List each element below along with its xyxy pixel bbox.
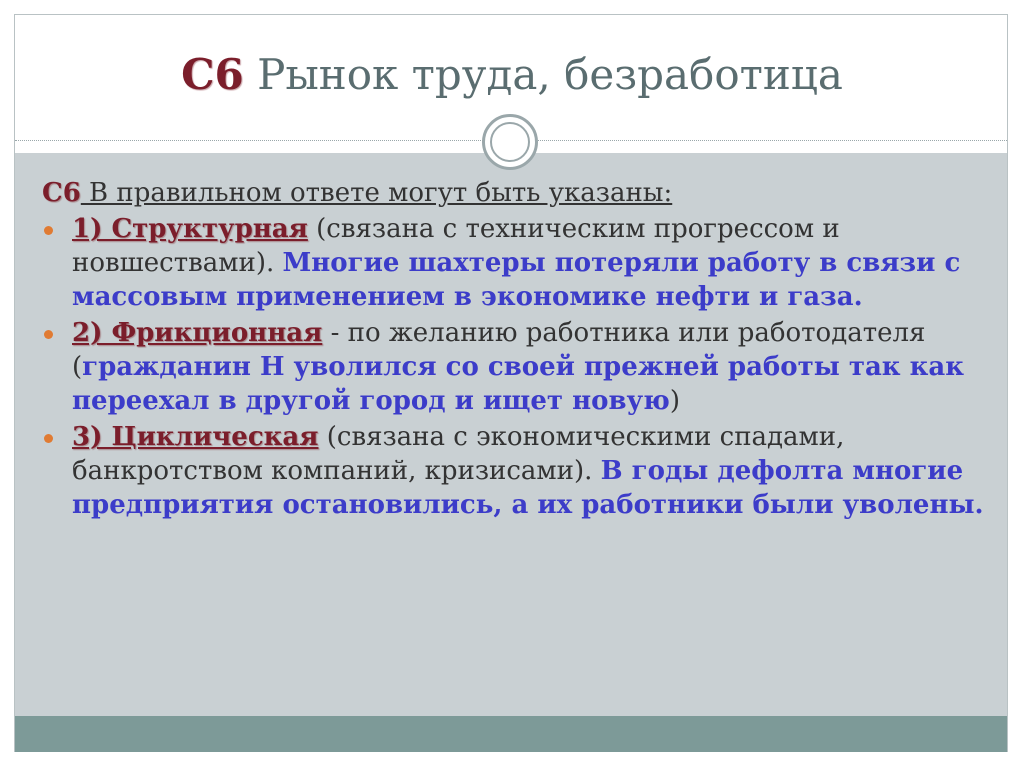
dot-bullet-icon [44, 226, 53, 235]
footer-bar [15, 716, 1007, 752]
list-item [42, 420, 992, 522]
type-description: (связана с экономическими спадами, банкротством компаний, кризисами). [72, 422, 845, 486]
dot-bullet-icon [44, 434, 53, 443]
intro-text: В правильном ответе могут быть указаны: [80, 178, 673, 208]
intro-code: С6 [42, 178, 81, 208]
unemployment-types-list [42, 212, 992, 522]
type-example: гражданин Н уволился со своей прежней работы так как переехал в другой город и ищет новую [72, 352, 965, 416]
type-description: (связана с техническим прогрессом и новшествами). [72, 214, 840, 278]
title-code: С6 [181, 50, 244, 99]
type-description: - по желанию работника или работодателя ( [72, 318, 926, 382]
intro-line [42, 176, 992, 210]
slide-title [0, 50, 1024, 99]
list-item [42, 316, 992, 418]
list-item [42, 212, 992, 314]
double-circle-icon [482, 114, 538, 170]
type-name: 2) Фрикционная [72, 318, 323, 348]
type-name: 3) Циклическая [72, 422, 319, 452]
type-example: Многие шахтеры потеряли работу в связи с массовым применением в экономике нефти и газа. [72, 248, 961, 312]
content-body [42, 176, 992, 524]
type-example: В годы дефолта многие предприятия остановились, а их работники были уволены. [72, 456, 984, 520]
dot-bullet-icon [44, 330, 53, 339]
type-tail: ) [669, 386, 680, 416]
type-name: 1) Структурная [72, 214, 308, 244]
title-text: Рынок труда, безработица [243, 50, 843, 99]
